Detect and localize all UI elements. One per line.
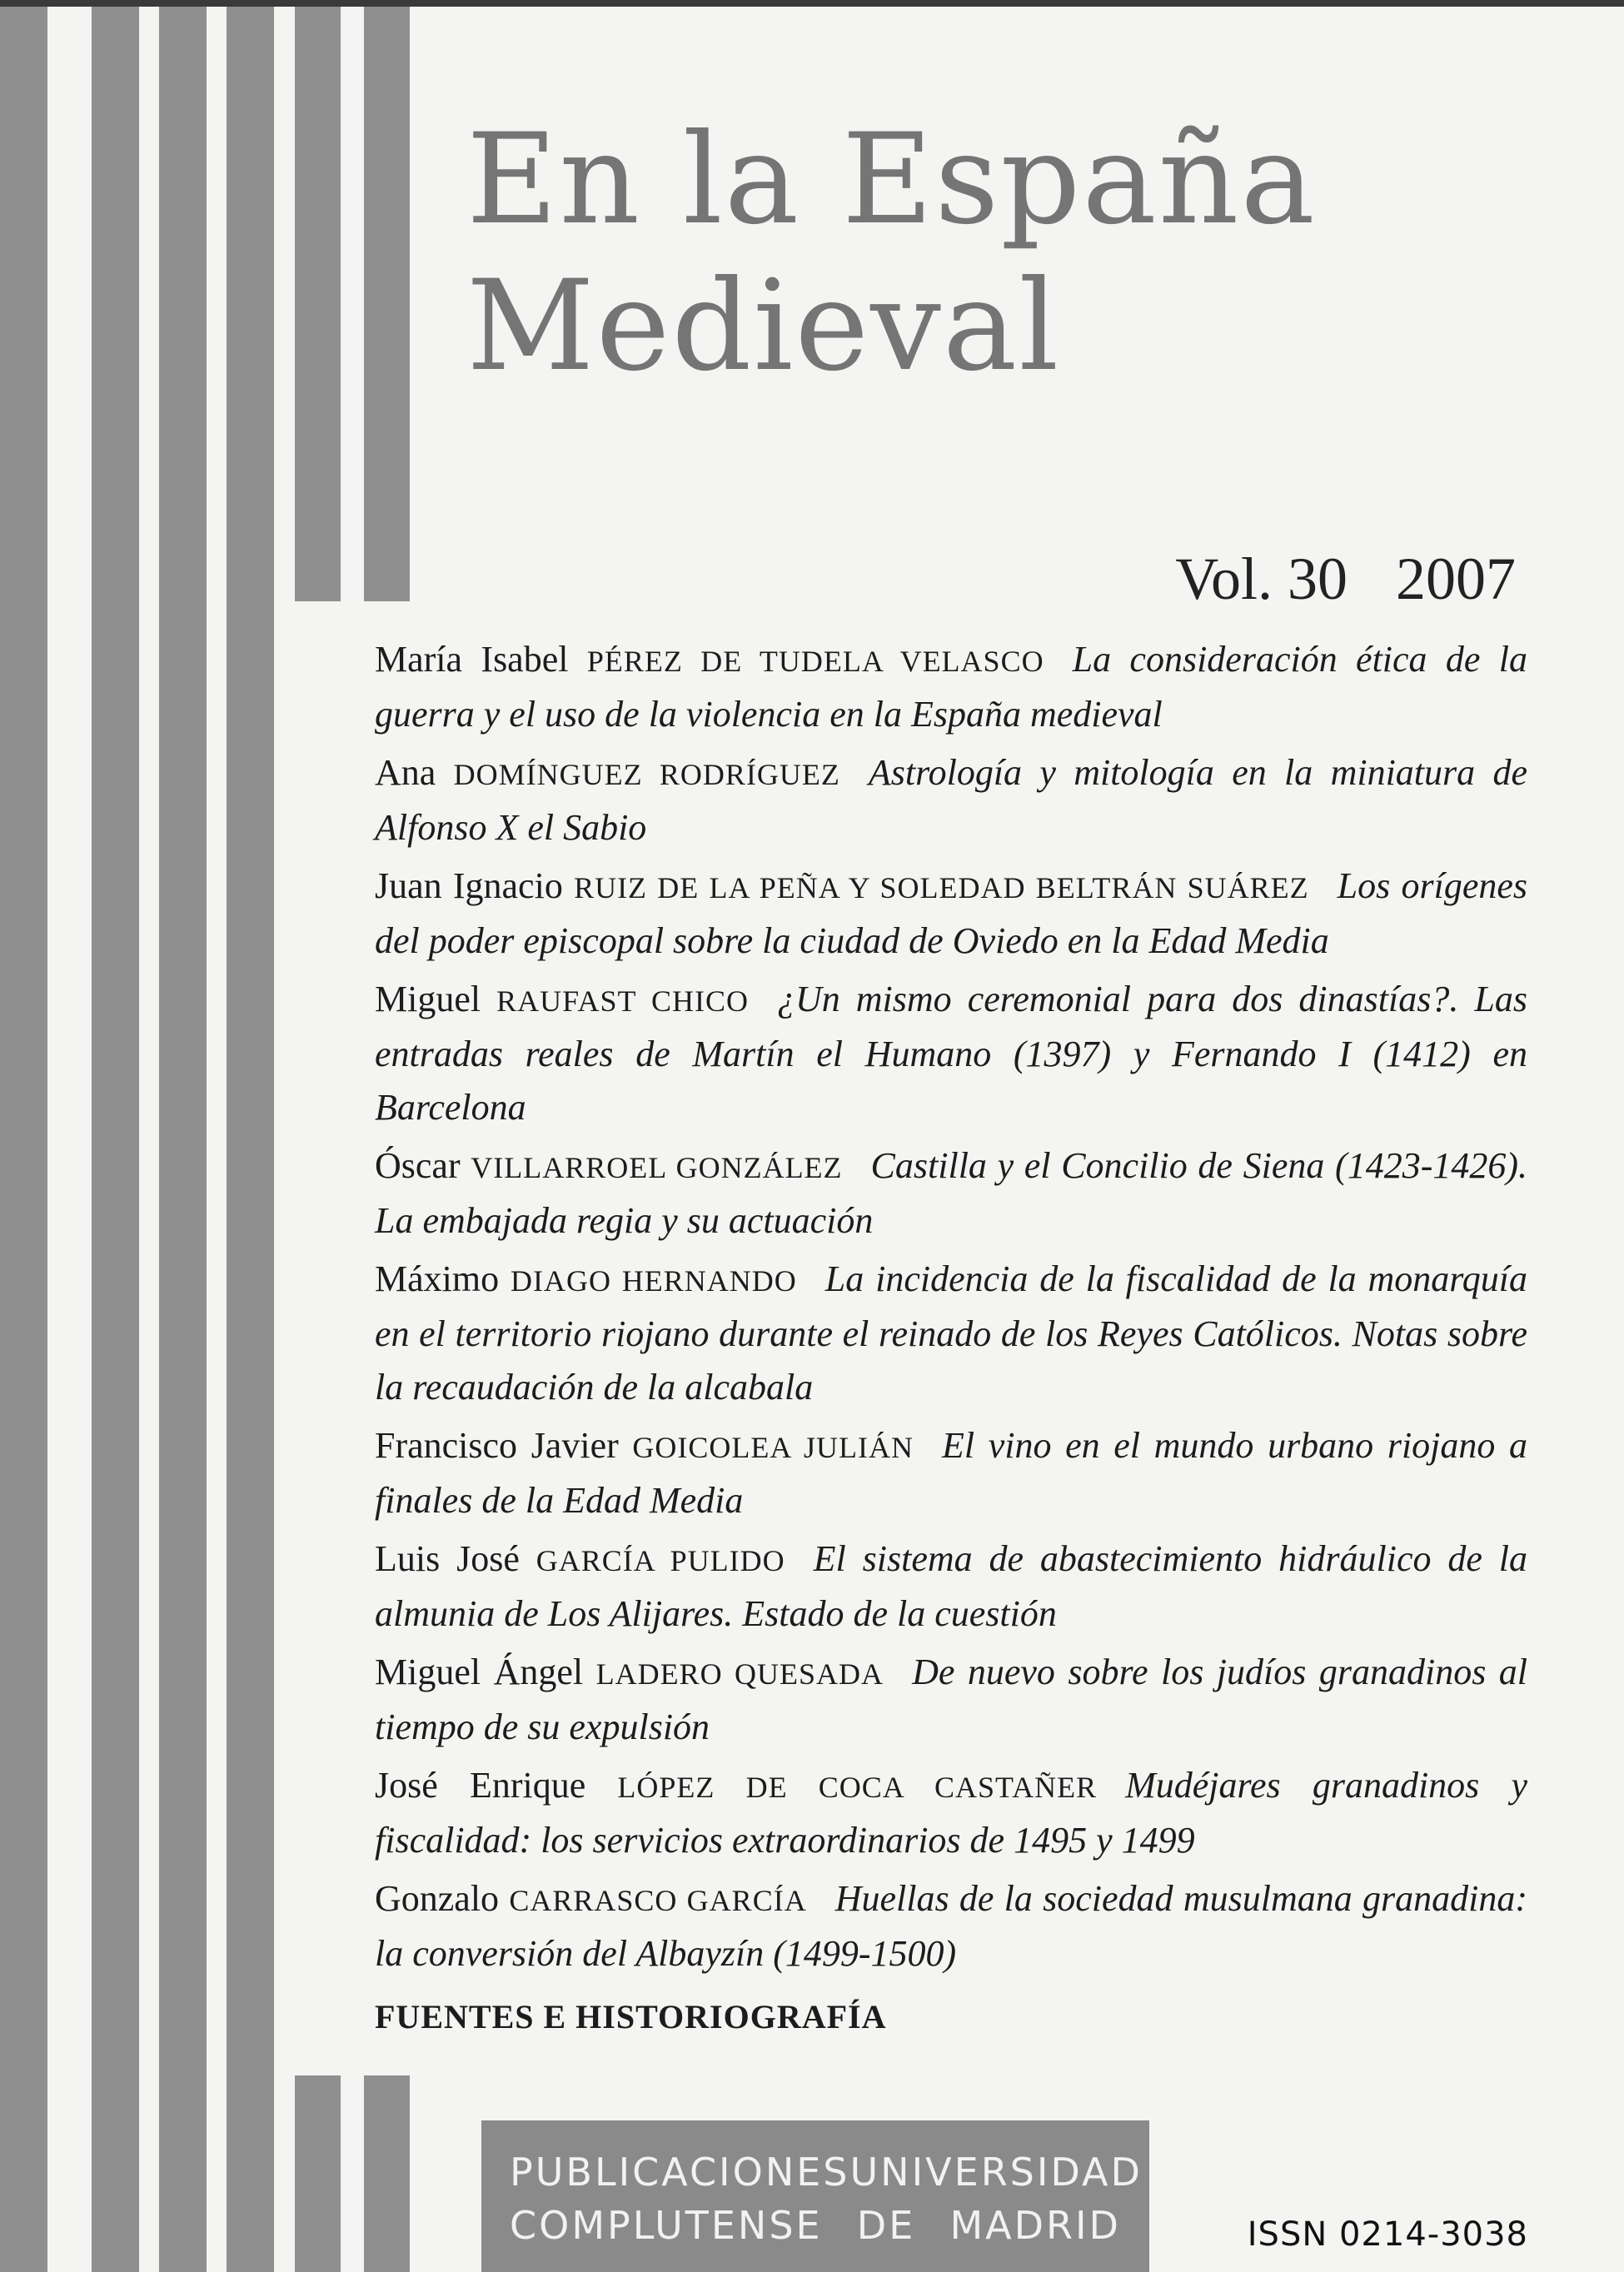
decorative-stripe xyxy=(92,7,139,2272)
decorative-stripe xyxy=(227,7,274,2272)
article-entry xyxy=(375,1759,1527,1867)
journal-title-line-1: En la España xyxy=(466,107,1317,252)
article-title: De nuevo sobre los judíos granadinos al tiempo de su expulsión xyxy=(375,1652,1528,1747)
publisher-word: DE xyxy=(856,2203,916,2248)
cover-top-edge xyxy=(0,0,1624,7)
author-family-name: GARCÍA PULIDO xyxy=(536,1544,785,1577)
publisher-word: PUBLICACIONES xyxy=(510,2150,850,2195)
decorative-stripe xyxy=(159,7,207,2272)
decorative-stripe xyxy=(0,7,47,2272)
author-name xyxy=(375,865,1309,906)
author-name xyxy=(375,1538,785,1579)
author-given-name: Ana xyxy=(375,752,436,793)
author-family-name: LÓPEZ DE COCA CASTAÑER xyxy=(617,1771,1098,1804)
article-entry xyxy=(375,1139,1527,1248)
article-entry xyxy=(375,746,1527,854)
author-name xyxy=(375,1652,884,1692)
decorative-stripe xyxy=(295,7,341,601)
article-title: ¿Un mismo ceremonial para dos dinastías?. Las entradas reales de Martín el Humano (1397) y Fernando I (1412) en Barcelona xyxy=(375,979,1527,1128)
decorative-stripe xyxy=(364,7,410,601)
author-name xyxy=(375,752,840,793)
author-family-name: PÉREZ DE TUDELA VELASCO xyxy=(586,645,1044,678)
author-given-name: María Isabel xyxy=(375,639,569,680)
author-family-name: DIAGO HERNANDO xyxy=(510,1264,797,1298)
volume-number: Vol. 30 xyxy=(1175,546,1348,612)
publisher-word: COMPLUTENSE xyxy=(510,2203,823,2248)
author-name xyxy=(375,1878,807,1919)
author-given-name: Miguel xyxy=(375,979,481,1019)
article-entry xyxy=(375,1419,1527,1527)
author-given-name: Máximo xyxy=(375,1258,500,1299)
author-family-name: LADERO QUESADA xyxy=(595,1657,884,1691)
decorative-stripe xyxy=(295,2075,341,2272)
author-family-name: GOICOLEA JULIÁN xyxy=(632,1431,914,1464)
article-title: Los orígenes del poder episcopal sobre la ciudad de Oviedo en la Edad Media xyxy=(375,865,1528,961)
article-entry xyxy=(375,1872,1527,1981)
author-given-name: Juan Ignacio xyxy=(375,865,563,906)
publisher-line-1 xyxy=(510,2145,1143,2199)
author-given-name: Luis José xyxy=(375,1538,520,1579)
article-list xyxy=(375,633,1527,1981)
article-entry xyxy=(375,1532,1527,1641)
author-name xyxy=(375,1765,1097,1806)
decorative-stripe xyxy=(364,2075,410,2272)
publisher-line-2 xyxy=(510,2199,1121,2252)
publisher-word: MADRID xyxy=(949,2203,1121,2248)
article-entry xyxy=(375,1646,1527,1754)
article-entry xyxy=(375,633,1527,741)
journal-title-line-2: Medieval xyxy=(466,254,1061,399)
author-name xyxy=(375,979,749,1019)
table-of-contents xyxy=(375,633,1527,2044)
publisher-word: UNIVERSIDAD xyxy=(849,2150,1143,2195)
article-entry xyxy=(375,1253,1527,1414)
volume-year: 2007 xyxy=(1396,546,1516,612)
author-given-name: Miguel Ángel xyxy=(375,1652,584,1692)
section-heading: FUENTES E HISTORIOGRAFÍA xyxy=(375,1998,887,2035)
author-name xyxy=(375,1145,843,1186)
article-title: El vino en el mundo urbano riojano a finales de la Edad Media xyxy=(375,1425,1528,1521)
author-given-name: Francisco Javier xyxy=(375,1425,619,1466)
volume-info xyxy=(1175,545,1516,614)
issn-number: ISSN 0214-3038 xyxy=(1247,2215,1528,2254)
article-title: La consideración ética de la guerra y el uso de la violencia en la España medieval xyxy=(375,639,1528,735)
article-entry xyxy=(375,859,1527,968)
author-family-name: RUIZ DE LA PEÑA Y SOLEDAD BELTRÁN SUÁREZ xyxy=(574,871,1309,904)
journal-title xyxy=(466,107,1317,400)
author-given-name: Óscar xyxy=(375,1145,461,1186)
article-title: La incidencia de la fiscalidad de la monarquía en el territorio riojano durante el reinado de los Reyes Católicos. Notas sobre la recaudación de la alcabala xyxy=(375,1258,1528,1408)
author-name xyxy=(375,1258,797,1299)
author-family-name: VILLARROEL GONZÁLEZ xyxy=(471,1151,843,1184)
author-family-name: RAUFAST CHICO xyxy=(496,984,749,1018)
author-given-name: José Enrique xyxy=(375,1765,586,1806)
author-name xyxy=(375,639,1044,680)
author-family-name: DOMÍNGUEZ RODRÍGUEZ xyxy=(453,758,840,791)
article-entry xyxy=(375,973,1527,1134)
author-given-name: Gonzalo xyxy=(375,1878,500,1919)
article-title: Huellas de la sociedad musulmana granadina: la conversión del Albayzín (1499-1500) xyxy=(375,1878,1527,1974)
article-title: Astrología y mitología en la miniatura de Alfonso X el Sabio xyxy=(375,752,1527,848)
article-title: Mudéjares granadinos y fiscalidad: los servicios extraordinarios de 1495 y 1499 xyxy=(375,1765,1527,1861)
author-name xyxy=(375,1425,914,1466)
author-family-name: CARRASCO GARCÍA xyxy=(509,1884,807,1917)
article-title: El sistema de abastecimiento hidráulico de la almunia de Los Alijares. Estado de la cuestión xyxy=(375,1538,1527,1634)
article-title: Castilla y el Concilio de Siena (1423-1426). La embajada regia y su actuación xyxy=(375,1145,1527,1241)
publisher-box xyxy=(481,2120,1149,2272)
